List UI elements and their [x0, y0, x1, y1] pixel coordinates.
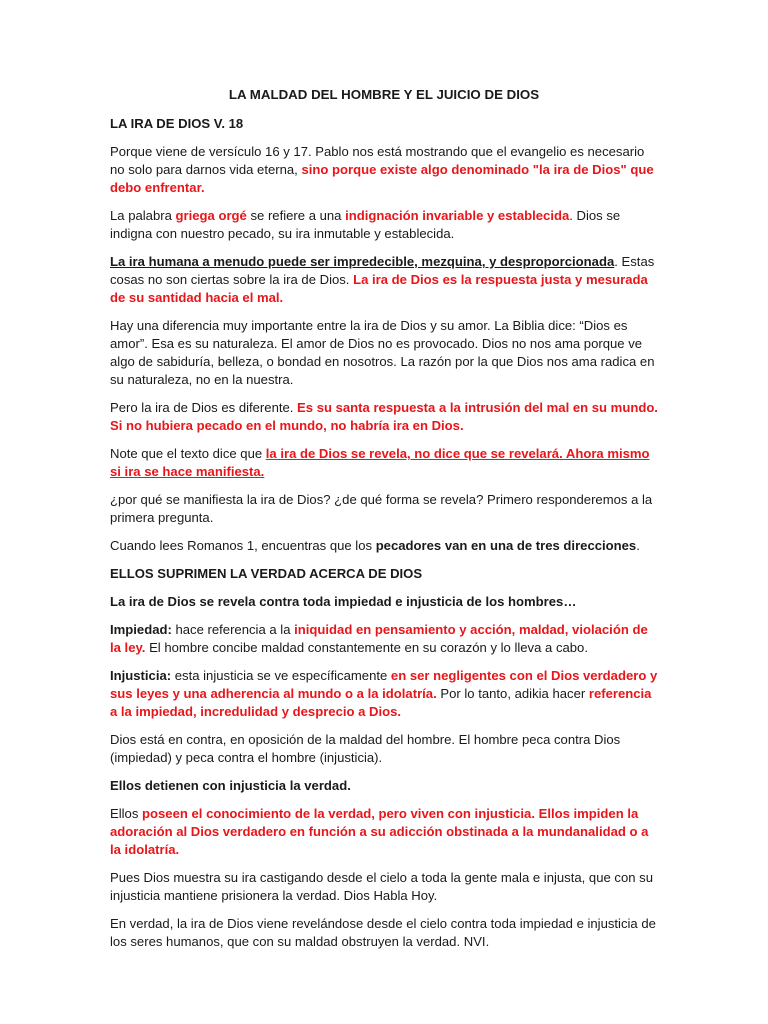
text-run: . Dios se indigna con nuestro pecado, su ira inmutable y establecida. — [110, 208, 621, 241]
text-run: . — [636, 538, 640, 553]
text-run: Porque viene de versículo 16 y 17. Pablo nos está mostrando que el evangelio es necesario no solo para darnos vida eterna, — [110, 144, 645, 177]
paragraph-12: Dios está en contra, en oposición de la maldad del hombre. El hombre peca contra Dios (impiedad) y peca contra el hombre (injusticia). — [110, 732, 621, 765]
text-run: Cuando lees Romanos 1, encuentras que los — [110, 538, 376, 553]
emphasis-text: Es su santa respuesta a la intrusión del mal en su mundo. Si no hubiera pecado en el mundo, no habría ira en Dios. — [110, 400, 658, 433]
text-run: se refiere a una — [246, 208, 346, 223]
paragraph-7: ¿por qué se manifiesta la ira de Dios? ¿de qué forma se revela? Primero responderemos a la primera pregunta. — [110, 492, 653, 525]
term-label: Injusticia: — [110, 668, 172, 683]
paragraph-16: En verdad, la ira de Dios viene revelándose desde el cielo contra toda impiedad e injusticia de los seres humanos, que con su maldad obstruyen la verdad. NVI. — [110, 916, 656, 949]
paragraph-5 — [110, 399, 658, 435]
paragraph-2 — [110, 207, 658, 243]
text-run: Por lo tanto, adikia hacer — [436, 686, 589, 701]
paragraph-1 — [110, 143, 658, 197]
paragraph-15: Pues Dios muestra su ira castigando desde el cielo a toda la gente mala e injusta, que con su injusticia mantiene prisionera la verdad. Dios Habla Hoy. — [110, 870, 653, 903]
emphasis-text: La ira de Dios es la respuesta justa y mesurada de su santidad hacia el mal. — [110, 272, 648, 305]
text-run: esta injusticia se ve específicamente — [171, 668, 391, 683]
paragraph-4: Hay una diferencia muy importante entre la ira de Dios y su amor. La Biblia dice: “Dios es amor”. Esa es su naturaleza. El amor de Dios no es provocado. Dios no nos ama porque ve algo de sabiduría, belleza, o bondad en nosotros. La razón por la que Dios nos ama radica en su naturaleza, no en la nuestra. — [110, 318, 655, 387]
paragraph-11 — [110, 667, 658, 721]
paragraph-14 — [110, 805, 658, 859]
paragraph-10 — [110, 621, 658, 657]
emphasis-text: referencia a la impiedad, incredulidad y desprecio a Dios. — [110, 686, 652, 719]
text-run: Ellos — [110, 806, 143, 821]
text-run: Note que el texto dice que — [110, 446, 266, 461]
underlined-emphasis-text: la ira de Dios se revela, no dice que se revelará. Ahora mismo si ira se hace manifiesta. — [110, 446, 650, 479]
paragraph-6 — [110, 445, 658, 481]
document-title: LA MALDAD DEL HOMBRE Y EL JUICIO DE DIOS — [228, 87, 540, 102]
text-run: Pero la ira de Dios es diferente. — [110, 400, 298, 415]
paragraph-8 — [110, 537, 658, 555]
emphasis-text: indignación invariable y establecida — [345, 208, 570, 223]
emphasis-text: en ser negligentes con el Dios verdadero y sus leyes y una adherencia al mundo o a la idolatría. — [110, 668, 658, 701]
emphasis-text: griega orgé — [175, 208, 247, 223]
emphasis-text: poseen el conocimiento de la verdad, pero viven con injusticia. Ellos impiden la adoración al Dios verdadero en función a su adicción obstinada a la mundanalidad o a la idolatría. — [110, 806, 649, 857]
text-run: El hombre concibe maldad constantemente en su corazón y lo lleva a cabo. — [145, 640, 588, 655]
paragraph-13: Ellos detienen con injusticia la verdad. — [110, 778, 351, 793]
emphasis-text: sino porque existe algo denominado "la ira de Dios" que debo enfrentar. — [110, 162, 654, 195]
term-label: Impiedad: — [110, 622, 172, 637]
paragraph-9: La ira de Dios se revela contra toda impiedad e injusticia de los hombres… — [110, 594, 577, 609]
paragraph-3 — [110, 253, 658, 307]
text-run: hace referencia a la — [171, 622, 295, 637]
emphasis-text: iniquidad en pensamiento y acción, maldad, violación de la ley. — [110, 622, 648, 655]
text-run: La palabra — [110, 208, 176, 223]
underlined-bold-text: La ira humana a menudo puede ser impredecible, mezquina, y desproporcionada — [110, 254, 615, 269]
section-heading-suprimen: ELLOS SUPRIMEN LA VERDAD ACERCA DE DIOS — [110, 566, 423, 581]
bold-text: pecadores van en una de tres direcciones — [375, 538, 637, 553]
section-heading-ira: LA IRA DE DIOS V. 18 — [110, 116, 244, 131]
text-run: . Estas cosas no son ciertas sobre la ira de Dios. — [110, 254, 655, 287]
